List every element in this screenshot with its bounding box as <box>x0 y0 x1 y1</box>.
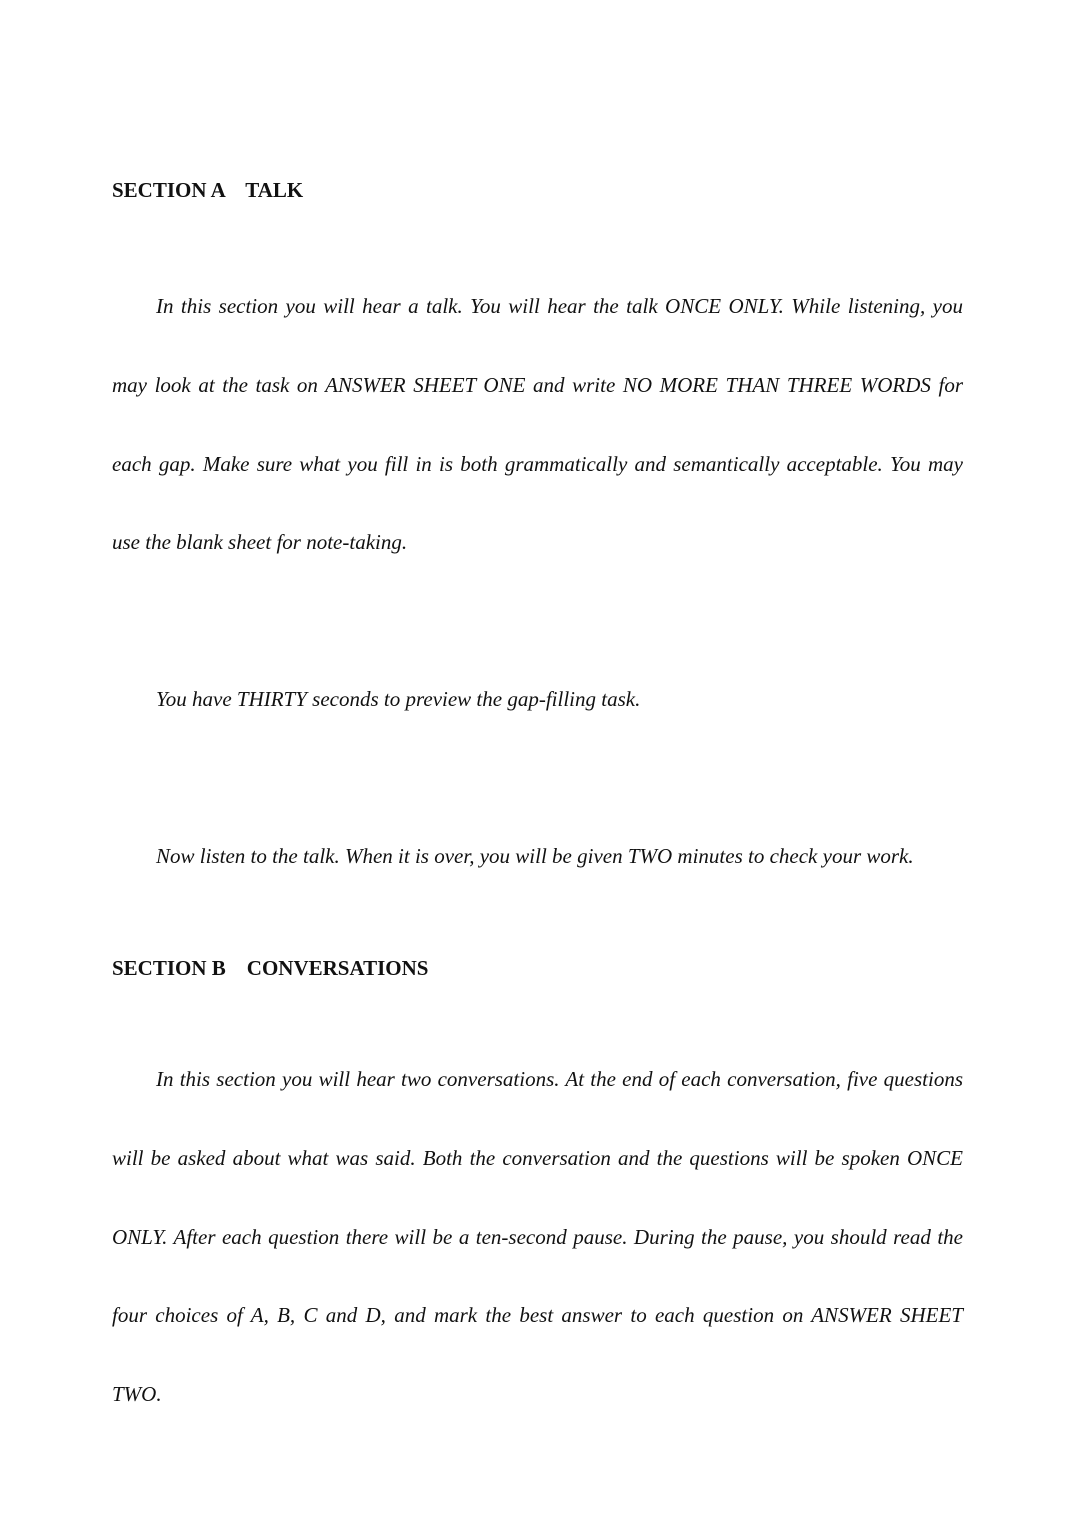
section-a-listen-note: Now listen to the talk. When it is over, you will be given TWO minutes to check your work. <box>156 844 914 868</box>
section-a-heading: SECTION A TALK <box>112 178 304 202</box>
section-b-instructions: In this section you will hear two conversations. At the end of each conversation, five questions will be asked about what was said. Both the conversation and the questions will be spoken ONCE ONLY. After each question there will be a ten-second pause. During the pause, you should read the four choices of A, B, C and D, and mark the best answer to each question on ANSWER SHEET TWO. <box>112 1067 963 1407</box>
section-a-instructions: In this section you will hear a talk. You will hear the talk ONCE ONLY. While listening, you may look at the task on ANSWER SHEET ONE and write NO MORE THAN THREE WORDS for each gap. Make sure what you fill in is both grammatically and semantically acceptable. You may use the blank sheet for note-taking. <box>112 294 963 555</box>
section-b-heading: SECTION B CONVERSATIONS <box>112 956 429 980</box>
section-a-preview-note: You have THIRTY seconds to preview the gap-filling task. <box>156 687 641 711</box>
